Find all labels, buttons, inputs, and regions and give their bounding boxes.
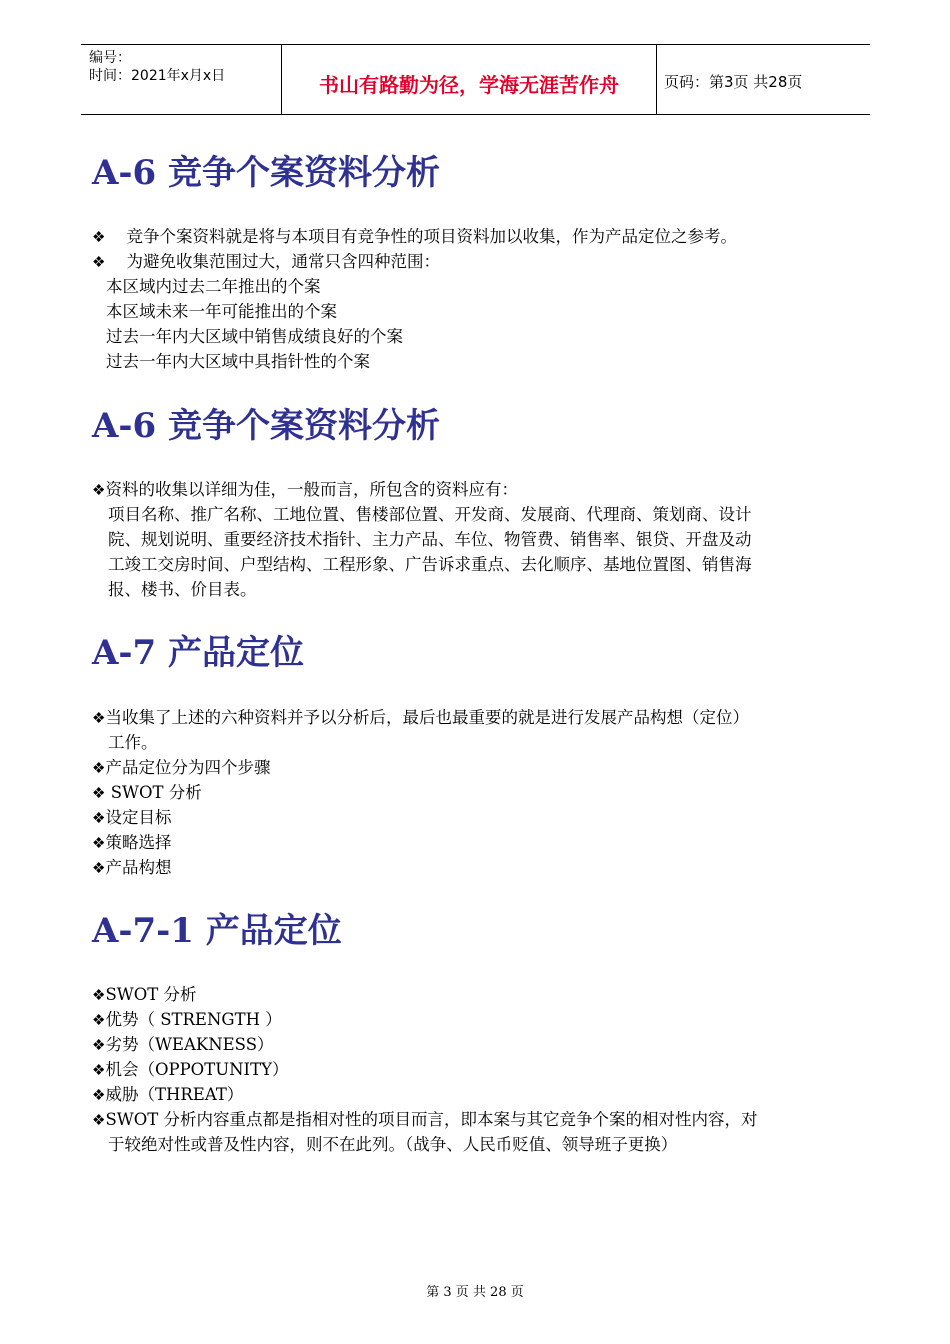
bullet-text: 机会（OPPOTUNITY） (105, 1060, 289, 1079)
diamond-bullet-icon: ❖ (92, 784, 106, 802)
diamond-bullet-icon: ❖ (92, 834, 106, 852)
text-line: 过去一年内大区域中具指针性的个案 (106, 352, 370, 371)
bullet-text: 优势（ STRENGTH ） (105, 1010, 282, 1029)
page-header (81, 44, 870, 115)
bullet-text: 设定目标 (105, 808, 172, 827)
bullet-item (92, 705, 749, 731)
bullet-item (92, 755, 270, 781)
bullet-text: 为避免收集范围过大，通常只含四种范围： (126, 252, 440, 271)
bullet-text: 产品构想 (105, 858, 172, 877)
diamond-bullet-icon: ❖ (92, 1086, 106, 1104)
text-line: 过去一年内大区域中销售成绩良好的个案 (106, 327, 403, 346)
diamond-bullet-icon: ❖ (92, 228, 106, 246)
diamond-bullet-icon: ❖ (92, 1111, 106, 1129)
text-line: 院、规划说明、重要经济技术指针、主力产品、车位、物管费、销售率、银贷、开盘及动 (108, 530, 752, 549)
bullet-item (92, 1032, 274, 1058)
diamond-bullet-icon: ❖ (92, 986, 106, 1004)
diamond-bullet-icon: ❖ (92, 481, 106, 499)
diamond-bullet-icon: ❖ (92, 1061, 106, 1079)
bullet-item (92, 780, 202, 806)
diamond-bullet-icon: ❖ (92, 1036, 106, 1054)
section-title: A-7 产品定位 (92, 633, 304, 673)
text-line: 于较绝对性或普及性内容，则不在此列。（战争、人民币贬值、领导班子更换） (108, 1135, 678, 1154)
diamond-bullet-icon: ❖ (92, 809, 106, 827)
number-label: 编号： (89, 50, 131, 66)
page-footer: 第 3 页 共 28 页 (426, 1285, 524, 1300)
motto: 书山有路勤为径，学海无涯苦作舟 (319, 73, 619, 97)
diamond-bullet-icon: ❖ (92, 759, 106, 777)
bullet-item (92, 1082, 243, 1108)
bullet-item (92, 224, 737, 250)
bullet-text: SWOT 分析内容重点都是指相对性的项目而言，即本案与其它竞争个案的相对性内容，对 (105, 1110, 758, 1129)
text-line: 项目名称、推广名称、工地位置、售楼部位置、开发商、发展商、代理商、策划商、设计 (108, 505, 752, 524)
section-title: A-6 竞争个案资料分析 (92, 406, 440, 446)
header-info-cell (81, 45, 281, 114)
header-page-cell (656, 45, 870, 114)
bullet-item (92, 477, 518, 503)
bullet-item (92, 982, 197, 1008)
bullet-text: 当收集了上述的六种资料并予以分析后，最后也最重要的就是进行发展产品构想（定位） (105, 708, 749, 727)
diamond-bullet-icon: ❖ (92, 709, 106, 727)
bullet-item (92, 1057, 288, 1083)
section-title: A-6 竞争个案资料分析 (92, 153, 440, 193)
bullet-item (92, 855, 171, 881)
bullet-text: SWOT 分析 (105, 985, 197, 1004)
bullet-text: 威胁（THREAT） (105, 1085, 244, 1104)
diamond-bullet-icon: ❖ (92, 1011, 106, 1029)
diamond-bullet-icon: ❖ (92, 859, 106, 877)
section-title: A-7-1 产品定位 (92, 911, 342, 951)
bullet-text: 资料的收集以详细为佳，一般而言，所包含的资料应有： (105, 480, 518, 499)
diamond-bullet-icon: ❖ (92, 253, 106, 271)
bullet-text: 劣势（WEAKNESS） (105, 1035, 274, 1054)
bullet-text: 产品定位分为四个步骤 (105, 758, 271, 777)
bullet-item (92, 1007, 282, 1033)
bullet-item (92, 805, 171, 831)
time-label: 时间：2021年x月x日 (89, 68, 226, 84)
bullet-text: SWOT 分析 (105, 783, 202, 802)
bullet-item (92, 249, 440, 275)
bullet-text: 策略选择 (105, 833, 172, 852)
header-motto-cell (281, 45, 657, 114)
text-line: 本区域未来一年可能推出的个案 (106, 302, 337, 321)
bullet-item (92, 1107, 758, 1133)
text-line: 工竣工交房时间、户型结构、工程形象、广告诉求重点、去化顺序、基地位置图、销售海 (108, 555, 752, 574)
page-label: 页码：第3页 共28页 (664, 73, 803, 91)
text-line: 报、楼书、价目表。 (108, 580, 257, 599)
text-line: 本区域内过去二年推出的个案 (106, 277, 321, 296)
text-line: 工作。 (108, 733, 158, 752)
bullet-item (92, 830, 171, 856)
bullet-text: 竞争个案资料就是将与本项目有竞争性的项目资料加以收集，作为产品定位之参考。 (126, 227, 737, 246)
